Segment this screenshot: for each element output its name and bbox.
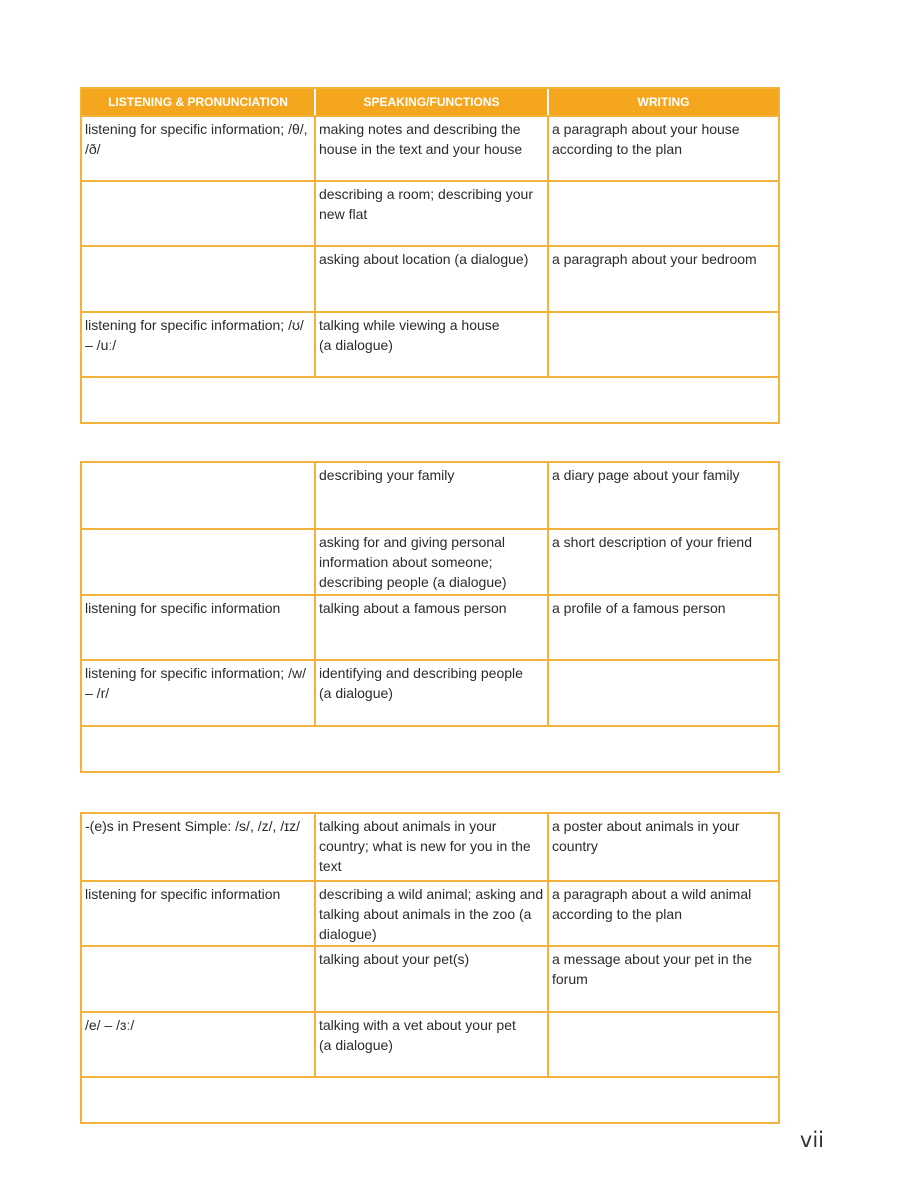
listening-cell: listening for specific information [85,886,281,902]
table-row [82,528,778,594]
page-number: vii [799,1128,824,1152]
header-writing: WRITING [547,89,778,115]
table-row [82,463,778,528]
listening-cell: listening for specific information; /w/ – /r/ [85,665,306,701]
table-empty-row [82,376,778,422]
table-row [82,115,778,180]
speaking-cell: making notes and describing the house in the text and your house [314,117,547,180]
writing-cell: a paragraph about your bedroom [547,247,778,311]
header-speaking: SPEAKING/FUNCTIONS [314,89,547,115]
listening-cell [82,182,314,245]
table-row [82,814,778,880]
listening-cell: listening for specific information [85,600,281,616]
listening-cell: -(e)s in Present Simple: /s/, /z/, /ɪz/ [85,818,301,834]
speaking-cell: talking about a famous person [314,596,547,659]
writing-cell: a poster about animals in your country [547,814,778,880]
speaking-cell: talking about animals in your country; what is new for you in the text [314,814,547,880]
listening-cell [82,947,314,1011]
listening-cell: /e/ – /ɜː/ [85,1017,135,1033]
speaking-cell: asking about location (a dialogue) [314,247,547,311]
speaking-cell: describing a room; describing your new flat [314,182,547,245]
table-row [82,180,778,245]
writing-cell [547,1013,778,1076]
writing-cell [547,182,778,245]
listening-cell [82,463,314,528]
header-listening: LISTENING & PRONUNCIATION [108,95,288,109]
table-row [82,594,778,659]
table-unit-2 [80,461,780,773]
writing-cell: a short description of your friend [547,530,778,594]
writing-cell: a paragraph about a wild animal according to the plan [547,882,778,945]
speaking-cell: talking with a vet about your pet (a dialogue) [314,1013,547,1076]
table-row [82,659,778,725]
table-row [82,880,778,945]
speaking-cell: describing a wild animal; asking and talking about animals in the zoo (a dialogue) [314,882,547,945]
table-row [82,245,778,311]
listening-cell: listening for specific information; /θ/, /ð/ [85,121,308,157]
writing-cell: a message about your pet in the forum [547,947,778,1011]
writing-cell [547,661,778,725]
listening-cell: listening for specific information; /ʊ/ – /uː/ [85,317,304,353]
table-row [82,1011,778,1076]
speaking-cell: describing your family [314,463,547,528]
table-header [82,89,778,115]
table-unit-1 [80,87,780,424]
speaking-cell: identifying and describing people (a dialogue) [314,661,547,725]
table-row [82,311,778,376]
table-empty-row [82,725,778,771]
table-row [82,945,778,1011]
writing-cell: a paragraph about your house according to the plan [547,117,778,180]
speaking-cell: talking about your pet(s) [314,947,547,1011]
listening-cell [82,247,314,311]
speaking-cell: asking for and giving personal information about someone; describing people (a dialogue) [314,530,547,594]
speaking-cell: talking while viewing a house (a dialogue) [314,313,547,376]
writing-cell: a profile of a famous person [547,596,778,659]
table-unit-3 [80,812,780,1124]
listening-cell [82,530,314,594]
writing-cell: a diary page about your family [547,463,778,528]
writing-cell [547,313,778,376]
table-empty-row [82,1076,778,1122]
